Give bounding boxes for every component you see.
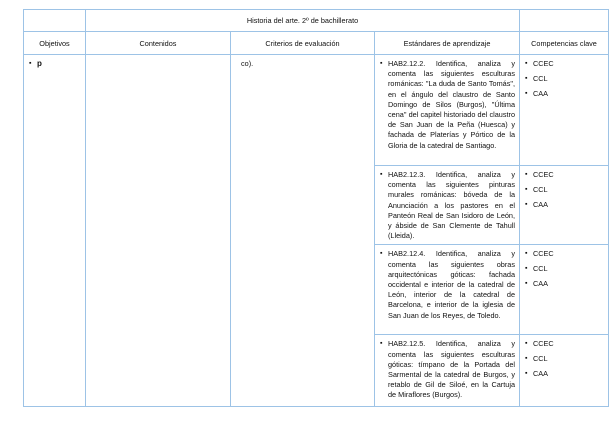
bullet-icon: ▪ [525, 340, 528, 348]
competencia-label: CAA [533, 369, 549, 379]
title-row [24, 10, 609, 32]
estandar-list [379, 59, 515, 151]
estandar-text: HAB2.12.2. Identifica, analiza y comenta las siguientes esculturas románicas: "La duda de Santo Tomás", en el ángulo del claustro de Santo Domingo de Silos (Burgos), "Última cena" del capitel historiado del claustro de San Juan de la Peña (Huesca) y fachada de Platerías y Pórtico de la Gloria de la catedral de Santiago. [388, 59, 516, 150]
criterios-cell [231, 55, 375, 407]
competencias-list [524, 170, 604, 211]
list-item [28, 59, 81, 69]
bullet-icon: ▪ [525, 186, 528, 193]
competencias-cell [520, 335, 609, 407]
competencia-label: CCL [533, 185, 548, 194]
header-criterios: Criterios de evaluación [231, 32, 375, 55]
competencias-cell [520, 166, 609, 245]
competencia-label: CCEC [533, 59, 554, 68]
bullet-icon: ▪ [525, 75, 528, 82]
list-item [379, 249, 515, 320]
estandar-text: HAB2.12.3. Identifica, analiza y comenta las siguientes pinturas murales románicas: bóveda de la Anunciación a los pastores en el Panteón Real de San Isidoro de León, y ábside de San Clemente de Tahull (Lleida). [388, 170, 516, 241]
objetivos-cell [24, 55, 86, 407]
estandar-cell [375, 55, 520, 166]
objetivo-label: p [37, 59, 42, 68]
estandar-cell [375, 335, 520, 407]
title-spacer-cell [24, 10, 86, 32]
criterios-text: co). [241, 59, 254, 68]
competencias-list [524, 249, 604, 290]
bullet-icon: ▪ [525, 90, 528, 97]
header-objetivos: Objetivos [24, 32, 86, 55]
title-spacer-cell-right [520, 10, 609, 32]
list-item [524, 279, 604, 290]
list-item [524, 170, 604, 181]
estandar-text: HAB2.12.4. Identifica, analiza y comenta las siguientes obras arquitectónicas góticas: fachada occidental e interior de la catedral de León, interior de la catedral de Barcelona, e interior de la iglesia de San Juan de los Reyes, de Toledo. [388, 249, 516, 320]
list-item [379, 339, 515, 400]
list-item [524, 264, 604, 275]
competencia-label: CAA [533, 279, 549, 289]
list-item [524, 59, 604, 70]
competencia-label: CCL [533, 354, 548, 364]
competencia-label: CCEC [533, 339, 554, 349]
list-item [379, 59, 515, 151]
competencia-label: CAA [533, 89, 549, 98]
estandar-list [379, 170, 515, 241]
list-item [524, 249, 604, 260]
competencia-label: CCL [533, 264, 548, 274]
bullet-icon: ▪ [525, 250, 528, 258]
competencia-label: CCL [533, 74, 548, 83]
bullet-icon: ▪ [380, 171, 383, 178]
bullet-icon: ▪ [380, 60, 383, 67]
bullet-icon: ▪ [525, 355, 528, 363]
bullet-icon: ▪ [525, 171, 528, 178]
list-item [524, 89, 604, 100]
list-item [524, 339, 604, 350]
header-estandares: Estándares de aprendizaje [375, 32, 520, 55]
estandar-cell [375, 166, 520, 245]
table-title: Historia del arte. 2º de bachillerato [86, 10, 520, 32]
bullet-icon: ▪ [380, 250, 383, 258]
bullet-icon: ▪ [525, 265, 528, 273]
competencia-label: CCEC [533, 170, 554, 179]
bullet-icon: ▪ [525, 201, 528, 208]
competencias-cell [520, 245, 609, 335]
bullet-icon: ▪ [525, 60, 528, 67]
objetivos-list [28, 59, 81, 69]
competencias-cell [520, 55, 609, 166]
bullet-icon: ▪ [525, 280, 528, 288]
competencias-list [524, 339, 604, 380]
table-row [24, 55, 609, 166]
header-competencias: Competencias clave [520, 32, 609, 55]
list-item [524, 185, 604, 196]
contenidos-cell [86, 55, 231, 407]
list-item [524, 74, 604, 85]
competencia-label: CCEC [533, 249, 554, 259]
header-row [24, 32, 609, 55]
bullet-icon: ▪ [525, 370, 528, 378]
estandar-cell [375, 245, 520, 335]
estandar-text: HAB2.12.5. Identifica, analiza y comenta las siguientes esculturas góticas: tímpano de la Portada del Sarmental de la catedral de Burgos, y retablo de Gil de Siloé, en la Cartuja de Miraflores (Burgos). [388, 339, 516, 400]
competencia-label: CAA [533, 200, 549, 209]
estandar-list [379, 249, 515, 320]
list-item [524, 354, 604, 365]
list-item [379, 170, 515, 241]
estandar-list [379, 339, 515, 400]
list-item [524, 369, 604, 380]
curriculum-page [23, 9, 608, 407]
curriculum-table [23, 9, 609, 407]
competencias-list [524, 59, 604, 100]
list-item [524, 200, 604, 211]
bullet-icon: ▪ [380, 340, 383, 348]
header-contenidos: Contenidos [86, 32, 231, 55]
bullet-icon: ▪ [29, 60, 32, 67]
